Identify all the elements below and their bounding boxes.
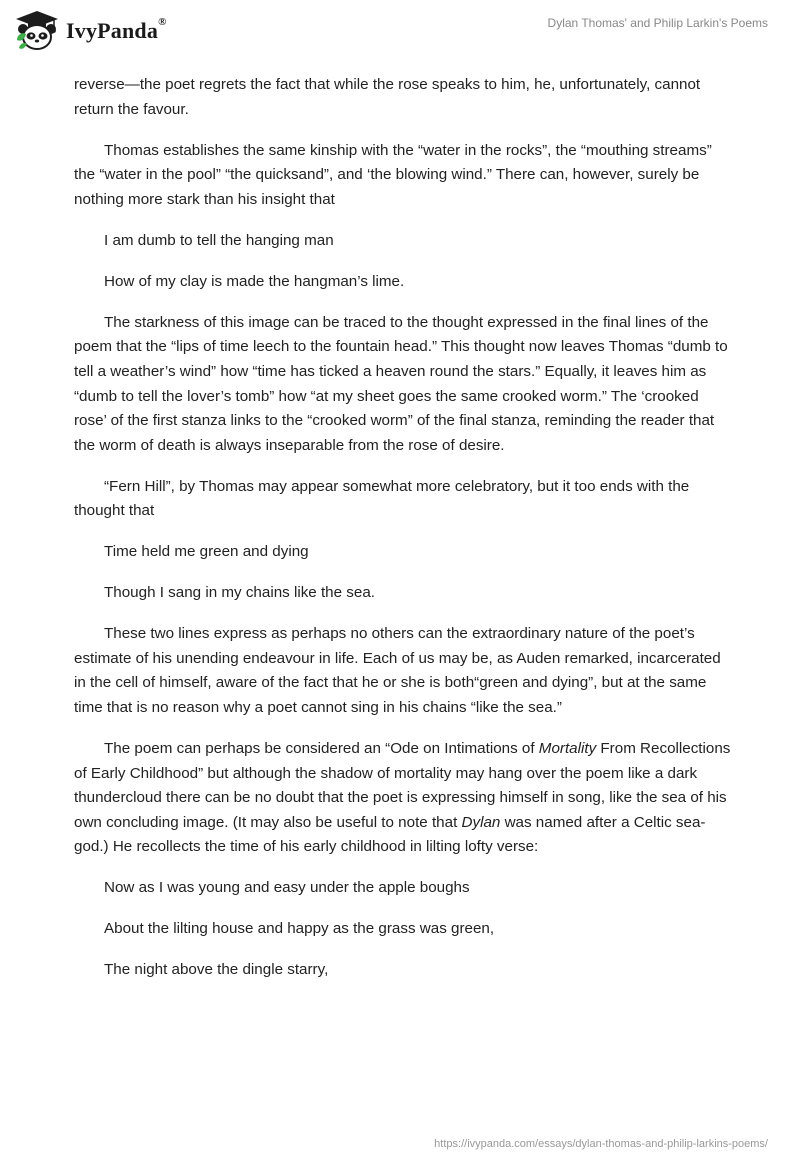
emphasis-dylan: Dylan	[461, 813, 501, 831]
paragraph-kinship: Thomas establishes the same kinship with the “water in the rocks”, the “mouthing streams” the “water in the pool” “the quicksand”, and ‘the blowing wind.” There can, however, surely be nothing more stark than his insight that	[74, 141, 712, 208]
paragraph-continuation: reverse—the poet regrets the fact that while the rose speaks to him, he, unfortunately, cannot return the favour.	[74, 76, 701, 118]
page-header	[0, 0, 800, 62]
brand-name: IvyPanda®	[66, 16, 167, 43]
quote-line: Though I sang in my chains like the sea.	[104, 584, 375, 602]
paragraph-ode-part: was named after a Celtic sea-god.) He recollects the time of his early childhood in lilting lofty verse:	[74, 813, 706, 856]
emphasis-mortality: Mortality	[538, 739, 597, 757]
essay-body	[74, 73, 734, 999]
paragraph-ode	[74, 737, 734, 860]
panda-graduate-icon	[14, 10, 60, 52]
paragraph-ode-part: The poem can perhaps be considered an “Ode on Intimations of	[104, 739, 539, 757]
paragraph-starkness: The starkness of this image can be traced to the thought expressed in the final lines of the poem that the “lips of time leech to the fountain head.” This thought now leaves Thomas “dumb to tell a weather’s wind” how “time has ticked a heaven round the stars.” Equally, it leaves him as “dumb to tell the lover’s tomb” how “at my sheet goes the same crooked worm.” The ‘crooked rose’ of the first stanza links to the “crooked worm” of the final stanza, reminding the reader that the worm of death is always inseparable from the rose of desire.	[74, 313, 728, 454]
source-url[interactable]: https://ivypanda.com/essays/dylan-thomas-and-philip-larkins-poems/	[434, 1138, 768, 1150]
quote-line: Time held me green and dying	[104, 543, 309, 561]
document-title: Dylan Thomas' and Philip Larkin's Poems	[547, 16, 768, 30]
quote-line: Now as I was young and easy under the apple boughs	[104, 879, 470, 897]
paragraph-fern-hill: “Fern Hill”, by Thomas may appear somewhat more celebratory, but it too ends with the thought that	[74, 477, 690, 520]
quote-line: I am dumb to tell the hanging man	[104, 231, 334, 249]
paragraph-ode-part: From Recollections of Early Childhood” but although the shadow of mortality may hang over the poem like a dark thundercloud there can be no doubt that the poet is expressing himself in song, like the sea of his own concluding image. (It may also be useful to note that	[74, 739, 731, 831]
paragraph-two-lines: These two lines express as perhaps no others can the extraordinary nature of the poet’s estimate of his unending endeavour in life. Each of us may be, as Auden remarked, incarcerated in the cell of himself, aware of the fact that he or she is both“green and dying”, but at the same time that is no reason why a poet cannot sing in his chains “like the sea.”	[74, 625, 721, 716]
quote-line: How of my clay is made the hangman’s lime.	[104, 272, 405, 290]
quote-line: The night above the dingle starry,	[104, 961, 329, 979]
brand-logo[interactable]	[14, 10, 167, 52]
quote-line: About the lilting house and happy as the grass was green,	[104, 920, 495, 938]
